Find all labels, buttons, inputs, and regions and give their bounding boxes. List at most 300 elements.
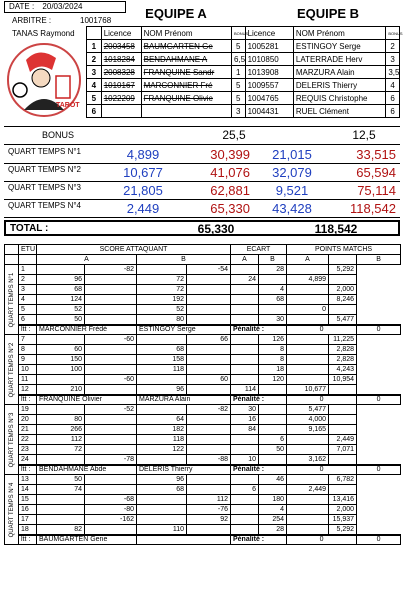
grid-cell[interactable]: 120: [259, 375, 287, 385]
grid-cell[interactable]: [187, 525, 231, 535]
licence-a[interactable]: 2003458: [101, 40, 141, 53]
grid-cell[interactable]: 3,162: [287, 455, 329, 465]
name-a[interactable]: MARCONNIER Fré: [141, 79, 231, 92]
name-b[interactable]: ESTINGOY Serge: [293, 40, 385, 53]
grid-cell[interactable]: [37, 335, 85, 345]
grid-cell[interactable]: 10,677: [287, 385, 329, 395]
name-b[interactable]: MARZURA Alain: [293, 66, 385, 79]
quarter-b-points: 9,521: [275, 183, 309, 198]
quarter-b-points: 21,015: [272, 147, 312, 162]
grid-cell[interactable]: 50: [37, 315, 85, 325]
grid-cell[interactable]: [187, 385, 231, 395]
licence-a[interactable]: 1010167: [101, 79, 141, 92]
licence-a[interactable]: 1022209: [101, 92, 141, 105]
bonus-b[interactable]: 4: [386, 79, 400, 92]
donne-row: [5, 355, 401, 365]
name-b[interactable]: REQUIS Christophe: [293, 92, 385, 105]
grid-cell[interactable]: [187, 485, 231, 495]
donne-row: [5, 515, 401, 525]
grid-cell[interactable]: [259, 405, 287, 415]
grid-cell[interactable]: 254: [259, 515, 287, 525]
grid-cell[interactable]: [287, 265, 329, 275]
penalite-a: 0: [287, 325, 357, 335]
grid-cell[interactable]: 118: [137, 435, 187, 445]
grid-cell[interactable]: 6: [231, 485, 259, 495]
grid-cell[interactable]: 10,954: [329, 375, 357, 385]
grid-cell[interactable]: 4: [19, 295, 37, 305]
grid-cell[interactable]: 8: [19, 345, 37, 355]
grid-cell[interactable]: 68: [37, 285, 85, 295]
grid-cell[interactable]: [287, 375, 329, 385]
licence-a[interactable]: 1018284: [101, 53, 141, 66]
grid-cell[interactable]: 80: [137, 315, 187, 325]
block-total-row: [5, 325, 401, 335]
name-b[interactable]: RUEL Clément: [293, 105, 385, 118]
grid-cell[interactable]: [137, 505, 187, 515]
bonus-a[interactable]: 5: [231, 40, 245, 53]
grid-cell[interactable]: 72: [137, 285, 187, 295]
grid-score-a: A: [37, 255, 137, 265]
bonus-b[interactable]: 2: [386, 40, 400, 53]
block-total-row: [5, 395, 401, 405]
grid-cell[interactable]: [231, 515, 259, 525]
grid-cell[interactable]: 2,449: [329, 435, 357, 445]
bonus-b[interactable]: 3: [386, 53, 400, 66]
grid-cell[interactable]: 52: [37, 305, 85, 315]
grid-cell[interactable]: 6,782: [329, 475, 357, 485]
grid-cell[interactable]: [259, 385, 287, 395]
player-b-name: DELERIS Thierry: [137, 465, 231, 475]
grid-cell[interactable]: 12: [19, 385, 37, 395]
grid-cell[interactable]: 52: [137, 305, 187, 315]
grid-cell[interactable]: 96: [137, 385, 187, 395]
grid-cell[interactable]: [231, 375, 259, 385]
donne-row: [5, 525, 401, 535]
donne-row: [5, 455, 401, 465]
logo-text: TAROT: [56, 102, 80, 109]
grid-cell[interactable]: [85, 295, 137, 305]
grid-cell[interactable]: [329, 305, 357, 315]
grid-cell[interactable]: 7,071: [329, 445, 357, 455]
licence-b[interactable]: 1004765: [245, 92, 293, 105]
grid-cell[interactable]: 28: [259, 265, 287, 275]
grid-cell[interactable]: 30: [231, 405, 259, 415]
grid-cell[interactable]: 11,225: [329, 335, 357, 345]
grid-cell[interactable]: 80: [37, 415, 85, 425]
player-row: [87, 66, 400, 79]
grid-cell[interactable]: [85, 365, 137, 375]
grid-cell[interactable]: 96: [137, 475, 187, 485]
grid-cell[interactable]: [231, 495, 259, 505]
grid-cell[interactable]: 18: [259, 365, 287, 375]
grid-cell[interactable]: [259, 275, 287, 285]
grid-cell[interactable]: [287, 285, 329, 295]
grid-cell[interactable]: [137, 265, 187, 275]
bonus-b[interactable]: 6: [386, 92, 400, 105]
grid-cell[interactable]: [231, 315, 259, 325]
grid-cell[interactable]: [259, 455, 287, 465]
quarter-label: QUART TEMPS N°4: [8, 201, 81, 210]
licence-b[interactable]: 1009557: [245, 79, 293, 92]
grid-cell[interactable]: [231, 435, 259, 445]
penalite-b: 0: [357, 465, 401, 475]
grid-cell[interactable]: 16: [19, 505, 37, 515]
grid-cell[interactable]: [137, 495, 187, 505]
grid-cell[interactable]: 114: [231, 385, 259, 395]
grid-cell[interactable]: 13: [19, 475, 37, 485]
name-a[interactable]: BAUMGARTEN Ge: [141, 40, 231, 53]
grid-cell[interactable]: 0: [287, 305, 329, 315]
grid-cell[interactable]: [231, 305, 259, 315]
grid-cell[interactable]: 124: [37, 295, 85, 305]
grid-cell[interactable]: 96: [37, 275, 85, 285]
grid-cell[interactable]: [187, 435, 231, 445]
grid-cell[interactable]: 4: [259, 505, 287, 515]
grid-cell[interactable]: 4,000: [287, 415, 329, 425]
donne-row: [5, 415, 401, 425]
grid-cell[interactable]: 18: [19, 525, 37, 535]
name-b[interactable]: LATERRADE Herv: [293, 53, 385, 66]
col-bonus-b: BONUS: [386, 27, 400, 40]
player-num: 1: [87, 40, 102, 53]
grid-cell[interactable]: [85, 315, 137, 325]
grid-cell[interactable]: [187, 355, 231, 365]
name-b[interactable]: DELERIS Thierry: [293, 79, 385, 92]
grid-cell[interactable]: [287, 355, 329, 365]
grid-cell[interactable]: 60: [37, 345, 85, 355]
grid-cell[interactable]: 110: [137, 525, 187, 535]
quarter-side-label: [5, 475, 19, 545]
player-num: 4: [87, 79, 102, 92]
grid-cell[interactable]: [231, 355, 259, 365]
grid-cell[interactable]: 112: [37, 435, 85, 445]
grid-cell[interactable]: -54: [187, 265, 231, 275]
grid-cell[interactable]: [187, 425, 231, 435]
grid-cell[interactable]: [187, 475, 231, 485]
grid-cell[interactable]: [187, 295, 231, 305]
grid-cell[interactable]: [287, 335, 329, 345]
grid-cell[interactable]: [287, 445, 329, 455]
grid-cell[interactable]: 2,449: [287, 485, 329, 495]
grid-cell[interactable]: 126: [259, 335, 287, 345]
grid-cell[interactable]: 68: [137, 345, 187, 355]
grid-cell[interactable]: 19: [19, 405, 37, 415]
grid-cell[interactable]: [187, 285, 231, 295]
grid-cell[interactable]: [187, 415, 231, 425]
grid-cell[interactable]: 68: [137, 485, 187, 495]
grid-cell[interactable]: [187, 365, 231, 375]
grid-cell[interactable]: 24: [19, 455, 37, 465]
grid-cell[interactable]: 118: [137, 365, 187, 375]
grid-cell[interactable]: -162: [85, 515, 137, 525]
quarter-a-cumul: 65,330: [210, 201, 250, 216]
date-value[interactable]: 20/03/2024: [42, 2, 83, 11]
grid-cell[interactable]: [231, 475, 259, 485]
grid-cell[interactable]: [287, 295, 329, 305]
grid-cell[interactable]: [85, 445, 137, 455]
quarters-table: [4, 146, 400, 218]
grid-cell[interactable]: 192: [137, 295, 187, 305]
grid-cell[interactable]: [137, 515, 187, 525]
penalite-label: Pénalité :: [231, 395, 287, 405]
grid-cell[interactable]: -78: [85, 455, 137, 465]
grid-cell[interactable]: [85, 525, 137, 535]
donne-row: [5, 505, 401, 515]
grid-cell[interactable]: [329, 425, 357, 435]
player-num: 2: [87, 53, 102, 66]
grid-cell[interactable]: [37, 455, 85, 465]
grid-cell[interactable]: [37, 505, 85, 515]
grid-cell[interactable]: 150: [37, 355, 85, 365]
grid-cell[interactable]: [287, 515, 329, 525]
grid-cell[interactable]: [259, 485, 287, 495]
grid-cell[interactable]: 14: [19, 485, 37, 495]
penalite-b: 0: [357, 535, 401, 545]
grid-cell[interactable]: 100: [37, 365, 85, 375]
grid-cell[interactable]: 2,000: [329, 505, 357, 515]
grid-cell[interactable]: 8,246: [329, 295, 357, 305]
grid-cell[interactable]: 2,828: [329, 355, 357, 365]
grid-cell[interactable]: [37, 515, 85, 525]
quarter-side-text: QUART TEMPS N°4: [8, 482, 15, 537]
bonus-b[interactable]: 6: [386, 105, 400, 118]
grid-cell[interactable]: 10: [19, 365, 37, 375]
grid-cell[interactable]: [187, 445, 231, 455]
ltt-label: ltt :: [19, 465, 37, 475]
grid-cell[interactable]: 158: [137, 355, 187, 365]
grid-cell[interactable]: 50: [259, 445, 287, 455]
penalite-b: 0: [357, 395, 401, 405]
grid-cell[interactable]: [287, 345, 329, 355]
bonus-a[interactable]: 5: [231, 79, 245, 92]
grid-cell[interactable]: [329, 485, 357, 495]
grid-cell[interactable]: -82: [187, 405, 231, 415]
grid-cell[interactable]: 5,477: [329, 315, 357, 325]
grid-cell[interactable]: [231, 365, 259, 375]
grid-cell[interactable]: 8: [259, 355, 287, 365]
grid-cell[interactable]: [287, 435, 329, 445]
team-b-title: EQUIPE B: [296, 6, 360, 21]
grid-cell[interactable]: 112: [187, 495, 231, 505]
grid-cell[interactable]: 23: [19, 445, 37, 455]
grid-cell[interactable]: [85, 305, 137, 315]
grid-cell[interactable]: -52: [85, 405, 137, 415]
grid-cell[interactable]: 5,292: [329, 265, 357, 275]
grid-cell[interactable]: [37, 265, 85, 275]
grid-cell[interactable]: 9,165: [287, 425, 329, 435]
grid-cell[interactable]: [287, 525, 329, 535]
grid-score: SCORE ATTAQUANT: [37, 245, 231, 255]
grid-cell[interactable]: [259, 425, 287, 435]
grid-cell[interactable]: 5: [19, 305, 37, 315]
grid-cell[interactable]: [329, 385, 357, 395]
grid-cell[interactable]: 4,899: [287, 275, 329, 285]
grid-cell[interactable]: 13,416: [329, 495, 357, 505]
grid-cell[interactable]: 2,000: [329, 285, 357, 295]
grid-cell[interactable]: -60: [85, 375, 137, 385]
licence-b[interactable]: 1010850: [245, 53, 293, 66]
grid-cell[interactable]: [231, 295, 259, 305]
grid-cell[interactable]: 72: [137, 275, 187, 285]
bonus-b[interactable]: 3,5: [386, 66, 400, 79]
licence-a[interactable]: [101, 105, 141, 118]
name-a[interactable]: [141, 105, 231, 118]
grid-cell[interactable]: [231, 505, 259, 515]
grid-cell[interactable]: 7: [19, 335, 37, 345]
grid-cell[interactable]: 210: [37, 385, 85, 395]
grid-cell[interactable]: [85, 415, 137, 425]
grid-cell[interactable]: [187, 315, 231, 325]
grid-cell[interactable]: [287, 475, 329, 485]
player-row: [87, 105, 400, 118]
donne-row: [5, 495, 401, 505]
bonus-a[interactable]: 6,5: [231, 53, 245, 66]
arbitre-name[interactable]: TANAS Raymond: [12, 29, 75, 38]
grid-cell[interactable]: 15: [19, 495, 37, 505]
grid-cell[interactable]: 6: [259, 435, 287, 445]
grid-cell[interactable]: [85, 285, 137, 295]
grid-cell[interactable]: [187, 275, 231, 285]
grid-cell[interactable]: 17: [19, 515, 37, 525]
grid-cell[interactable]: 182: [137, 425, 187, 435]
grid-cell[interactable]: [231, 265, 259, 275]
grid-cell[interactable]: 122: [137, 445, 187, 455]
grid-cell[interactable]: [329, 415, 357, 425]
grid-cell[interactable]: [231, 525, 259, 535]
grid-cell[interactable]: 10: [231, 455, 259, 465]
grid-cell[interactable]: 266: [37, 425, 85, 435]
licence-b[interactable]: 1004431: [245, 105, 293, 118]
grid-cell[interactable]: 22: [19, 435, 37, 445]
grid-cell[interactable]: [85, 275, 137, 285]
grid-cell[interactable]: [231, 285, 259, 295]
grid-cell[interactable]: 50: [37, 475, 85, 485]
grid-ecart-b: B: [259, 255, 287, 265]
grid-cell[interactable]: 60: [187, 375, 231, 385]
tarot-logo: [4, 40, 84, 120]
bonus-a[interactable]: 5: [231, 92, 245, 105]
licence-b[interactable]: 1013908: [245, 66, 293, 79]
grid-cell[interactable]: -82: [85, 265, 137, 275]
ltt-label: ltt :: [19, 395, 37, 405]
grid-cell[interactable]: 64: [137, 415, 187, 425]
grid-cell[interactable]: [137, 335, 187, 345]
player-b-name: [137, 535, 231, 545]
grid-cell[interactable]: [85, 425, 137, 435]
grid-cell[interactable]: [329, 455, 357, 465]
grid-cell[interactable]: 2,828: [329, 345, 357, 355]
quarter-a-cumul: 41,076: [210, 165, 250, 180]
grid-cell[interactable]: 3: [19, 285, 37, 295]
grid-cell[interactable]: -68: [85, 495, 137, 505]
name-a[interactable]: FRANQUINE Sandr: [141, 66, 231, 79]
donne-row: [5, 275, 401, 285]
grid-cell[interactable]: [287, 495, 329, 505]
grid-cell[interactable]: 46: [259, 475, 287, 485]
grid-cell[interactable]: 16: [231, 415, 259, 425]
quarter-a-points: 21,805: [123, 183, 163, 198]
grid-cell[interactable]: [137, 405, 187, 415]
grid-cell[interactable]: 4: [259, 285, 287, 295]
grid-cell[interactable]: 5,477: [287, 405, 329, 415]
grid-cell[interactable]: 84: [231, 425, 259, 435]
grid-cell[interactable]: [137, 455, 187, 465]
grid-cell[interactable]: -80: [85, 505, 137, 515]
grid-cell[interactable]: [231, 345, 259, 355]
grid-cell[interactable]: 4,243: [329, 365, 357, 375]
bonus-a[interactable]: 1: [231, 66, 245, 79]
grid-cell[interactable]: 21: [19, 425, 37, 435]
grid-cell[interactable]: [287, 365, 329, 375]
grid-cell[interactable]: [287, 505, 329, 515]
col-licence-a: Licence: [101, 27, 141, 40]
grid-cell[interactable]: 8: [259, 345, 287, 355]
block-total-row: [5, 465, 401, 475]
grid-cell[interactable]: 24: [231, 275, 259, 285]
grid-cell[interactable]: [187, 345, 231, 355]
grid-cell[interactable]: 5,292: [329, 525, 357, 535]
grid-cell[interactable]: 82: [37, 525, 85, 535]
grid-cell[interactable]: [231, 445, 259, 455]
grid-cell[interactable]: 11: [19, 375, 37, 385]
grid-cell[interactable]: [85, 385, 137, 395]
grid-cell[interactable]: 74: [37, 485, 85, 495]
grid-cell[interactable]: [37, 375, 85, 385]
grid-cell[interactable]: [85, 485, 137, 495]
grid-cell[interactable]: [85, 475, 137, 485]
grid-cell[interactable]: 28: [259, 525, 287, 535]
grid-cell[interactable]: 20: [19, 415, 37, 425]
grid-cell[interactable]: [187, 305, 231, 315]
grid-cell[interactable]: 180: [259, 495, 287, 505]
grid-cell[interactable]: [259, 305, 287, 315]
grid-cell[interactable]: [287, 315, 329, 325]
grid-cell[interactable]: 15,937: [329, 515, 357, 525]
grid-cell[interactable]: [37, 495, 85, 505]
grid-cell[interactable]: [259, 415, 287, 425]
grid-cell[interactable]: [137, 375, 187, 385]
bonus-a[interactable]: 3: [231, 105, 245, 118]
quarter-b-points: 32,079: [272, 165, 312, 180]
grid-cell[interactable]: 92: [187, 515, 231, 525]
total-row: [4, 220, 400, 236]
grid-cell[interactable]: 2: [19, 275, 37, 285]
grid-cell[interactable]: 72: [37, 445, 85, 455]
name-a[interactable]: BENDAHMANE A: [141, 53, 231, 66]
grid-cell[interactable]: 6: [19, 315, 37, 325]
licence-a[interactable]: 2008328: [101, 66, 141, 79]
grid-cell[interactable]: [329, 275, 357, 285]
grid-cell[interactable]: [329, 405, 357, 415]
quarter-b-cumul: 118,542: [349, 201, 396, 216]
grid-cell[interactable]: 30: [259, 315, 287, 325]
grid-cell[interactable]: [37, 405, 85, 415]
grid-cell[interactable]: 9: [19, 355, 37, 365]
grid-cell[interactable]: [231, 335, 259, 345]
grid-cell[interactable]: 66: [187, 335, 231, 345]
grid-cell[interactable]: -88: [187, 455, 231, 465]
grid-cell[interactable]: 1: [19, 265, 37, 275]
arbitre-id[interactable]: 1001768: [80, 16, 112, 25]
grid-cell[interactable]: [85, 435, 137, 445]
grid-cell[interactable]: [85, 355, 137, 365]
grid-cell[interactable]: 68: [259, 295, 287, 305]
licence-b[interactable]: 1005281: [245, 40, 293, 53]
grid-cell[interactable]: -76: [187, 505, 231, 515]
grid-cell[interactable]: [85, 345, 137, 355]
grid-cell[interactable]: -60: [85, 335, 137, 345]
name-a[interactable]: FRANQUINE Olivie: [141, 92, 231, 105]
